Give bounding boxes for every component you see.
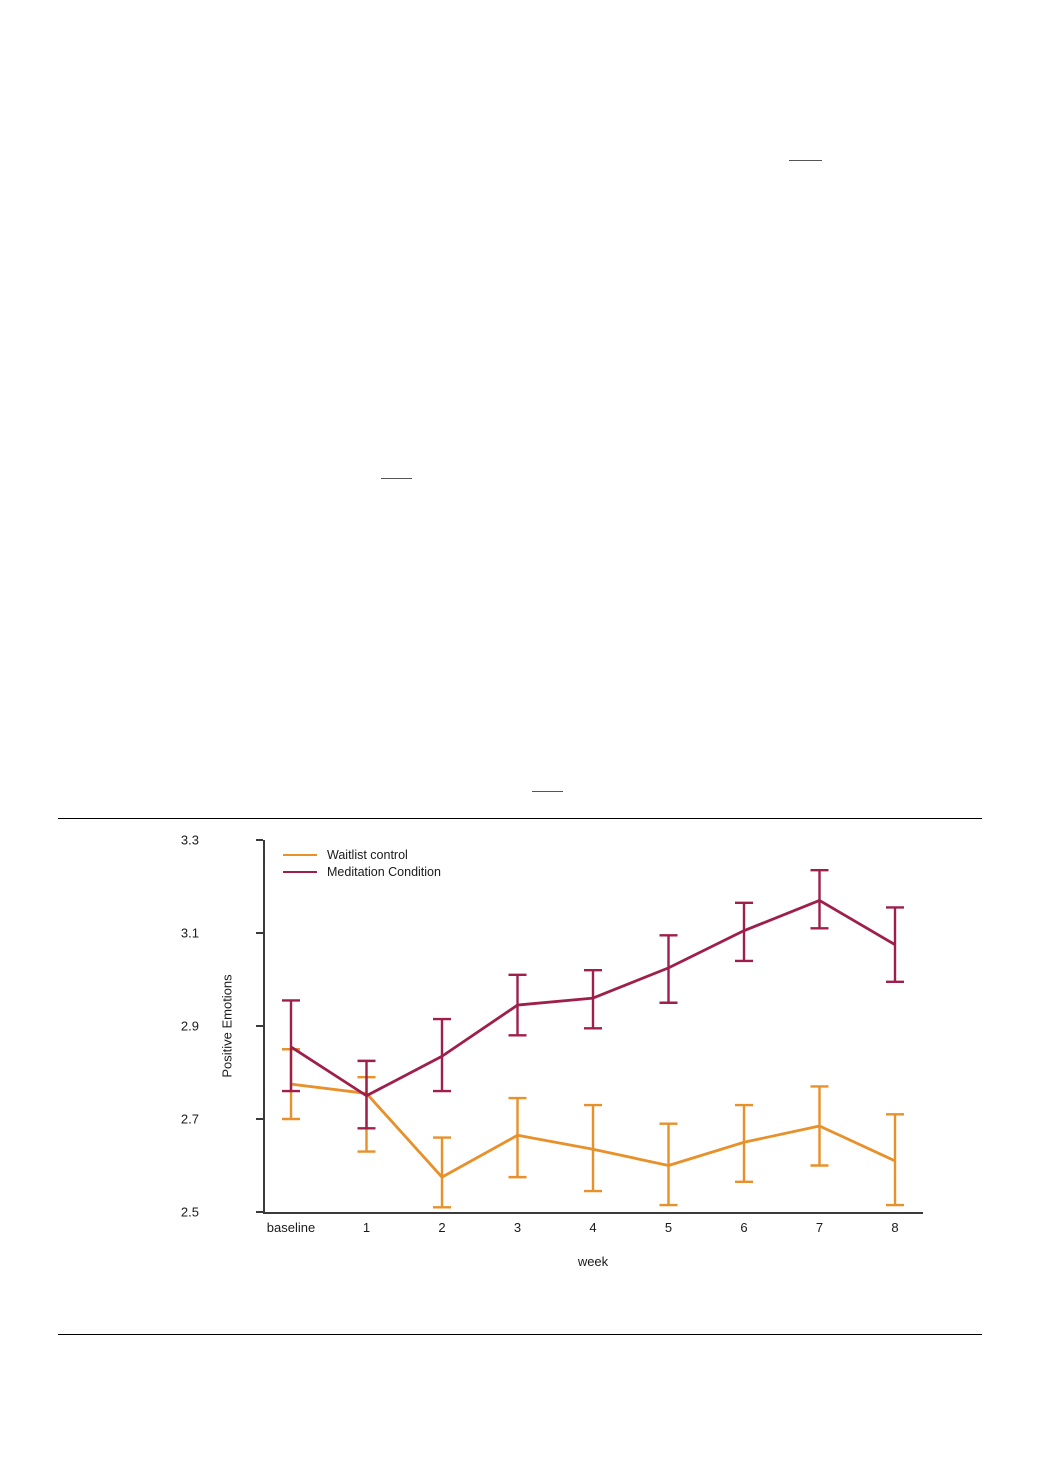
plot-area <box>180 832 923 1269</box>
y-tick-label: 2.9 <box>180 1018 199 1034</box>
x-tick-label: 7 <box>815 1220 824 1235</box>
x-tick-label: 4 <box>589 1220 597 1235</box>
y-tick-label: 2.5 <box>180 1204 199 1220</box>
x-tick-label: 1 <box>362 1220 371 1235</box>
series-meditation-condition <box>282 870 904 1128</box>
y-axis-title: Positive Emotions <box>219 974 235 1078</box>
line-chart-figure <box>58 822 982 1337</box>
x-tick-label: 5 <box>664 1220 673 1235</box>
figure-top-rule <box>58 818 982 819</box>
series-layer <box>203 840 923 1230</box>
y-tick-label: 2.7 <box>180 1111 199 1127</box>
y-tick-label: 3.3 <box>180 832 199 848</box>
error-bar <box>282 1000 300 1091</box>
x-tick-label: 8 <box>891 1220 899 1235</box>
legend-item-meditation-condition <box>283 863 441 880</box>
legend-label-waitlist-control: Waitlist control <box>327 847 408 862</box>
x-tick-label: 3 <box>513 1220 522 1235</box>
page-mark <box>789 160 822 161</box>
series-line <box>291 900 895 1095</box>
page-mark <box>532 791 563 792</box>
legend-swatch-waitlist-control <box>283 854 317 856</box>
x-axis-title: week <box>577 1254 609 1269</box>
page-mark <box>381 478 412 479</box>
chart-legend <box>283 846 441 880</box>
x-tick-label: 2 <box>438 1220 446 1235</box>
legend-swatch-meditation-condition <box>283 871 317 873</box>
y-tick-label: 3.1 <box>180 925 199 941</box>
x-tick-label: 6 <box>740 1220 748 1235</box>
legend-item-waitlist-control <box>283 846 441 863</box>
x-tick-label: baseline <box>266 1220 316 1235</box>
legend-label-meditation-condition: Meditation Condition <box>327 864 441 879</box>
